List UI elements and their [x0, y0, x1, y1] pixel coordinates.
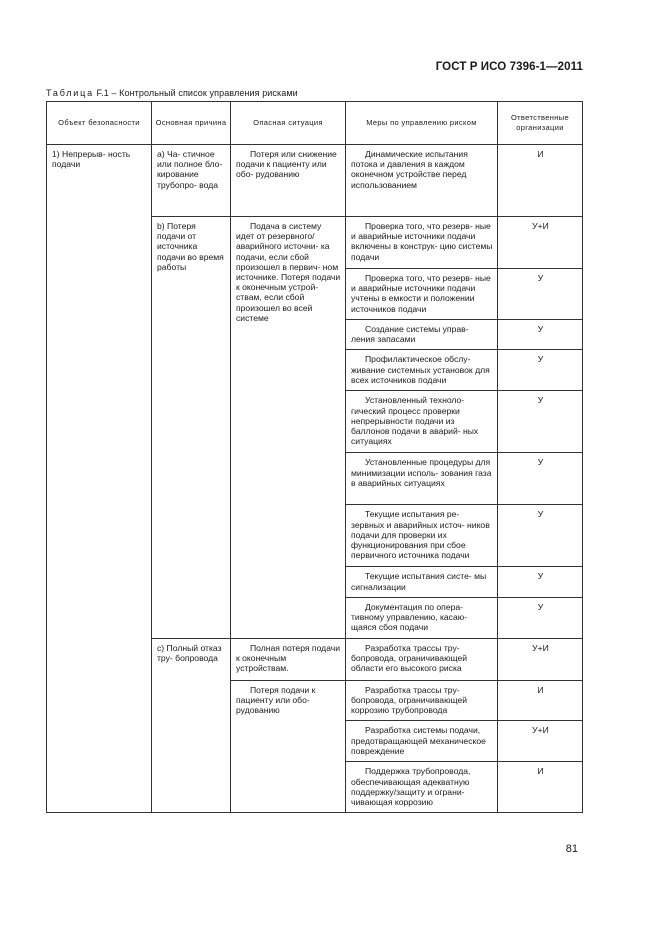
caption-title: F.1 – Контрольный список управления рисками: [93, 88, 298, 98]
measure-cell: Разработка трассы тру- бопровода, ограничивающей области его высокого риска: [346, 638, 498, 680]
table-header-row: [47, 102, 583, 145]
measure-cell: Профилактическое обслу- живание системных установок для всех источников подачи: [346, 350, 498, 391]
page-number: 81: [565, 843, 578, 855]
organization-cell: У: [498, 597, 583, 638]
measure-cell: Документация по опера- тивному управлению, касаю- щаяся сбоя подачи: [346, 597, 498, 638]
measure-cell: Проверка того, что резерв- ные и аварийные источники подачи включены в конструк- цию системы подачи: [346, 217, 498, 269]
organization-cell: И: [498, 762, 583, 813]
cause-cell: b) Потеря подачи от источника подачи во время работы: [152, 217, 231, 639]
organization-cell: У+И: [498, 721, 583, 762]
standard-header: ГОСТ Р ИСО 7396-1—2011: [435, 61, 583, 73]
organization-cell: У: [498, 453, 583, 505]
organization-cell: И: [498, 680, 583, 721]
measure-cell: Поддержка трубопровода, обеспечивающая адекватную поддержку/защиту и ограни- чивающая коррозию: [346, 762, 498, 813]
organization-cell: У: [498, 320, 583, 350]
measure-cell: Динамические испытания потока и давления в каждом оконечном устройстве перед использованием: [346, 145, 498, 217]
situation-cell: Подача в систему идет от резервного/ аварийного источни- ка подачи, если сбой произошел в первич- ном источнике. Потеря подачи к оконечным устрой- ствам, если сбой произошел во всей системе: [231, 217, 346, 639]
organization-cell: У+И: [498, 217, 583, 269]
measure-cell: Текущие испытания систе- мы сигнализации: [346, 567, 498, 597]
col-header-organizations: Ответственные организации: [498, 102, 583, 145]
organization-cell: У: [498, 567, 583, 597]
safety-object-cell: 1) Непрерыв- ность подачи: [47, 145, 152, 813]
organization-cell: У: [498, 505, 583, 567]
col-header-situation: Опасная ситуация: [231, 102, 346, 145]
measure-cell: Установленные процедуры для минимизации исполь- зования газа в аварийных ситуациях: [346, 453, 498, 505]
measure-cell: Разработка трассы тру- бопровода, ограничивающей коррозию трубопровода: [346, 680, 498, 721]
organization-cell: И: [498, 145, 583, 217]
organization-cell: У: [498, 391, 583, 453]
cause-cell: c) Полный отказ тру- бопровода: [152, 638, 231, 813]
table-caption: [46, 88, 298, 98]
col-header-measures: Меры по управлению риском: [346, 102, 498, 145]
organization-cell: У+И: [498, 638, 583, 680]
organization-cell: У: [498, 269, 583, 320]
table-row: [47, 145, 583, 217]
caption-label: Таблица: [46, 88, 94, 98]
measure-cell: Установленный техноло- гический процесс проверки непрерывности подачи из баллонов подачи в аварий- ных ситуациях: [346, 391, 498, 453]
situation-cell: Полная потеря подачи к оконечным устройствам.: [231, 638, 346, 680]
situation-cell: Потеря или снижение подачи к пациенту или обо- рудованию: [231, 145, 346, 217]
situation-cell: Потеря подачи к пациенту или обо- рудованию: [231, 680, 346, 813]
measure-cell: Разработка системы подачи, предотвращающей механическое повреждение: [346, 721, 498, 762]
measure-cell: Проверка того, что резерв- ные и аварийные источники подачи учтены в емкости и положении источников подачи: [346, 269, 498, 320]
col-header-object: Объект безопасности: [47, 102, 152, 145]
cause-cell: a) Ча- стичное или полное бло- кирование трубопро- вода: [152, 145, 231, 217]
col-header-cause: Основная причина: [152, 102, 231, 145]
measure-cell: Создание системы управ- ления запасами: [346, 320, 498, 350]
measure-cell: Текущие испытания ре- зервных и аварийных источ- ников подачи для проверки их функционирования при сбое первичного источника подачи: [346, 505, 498, 567]
organization-cell: У: [498, 350, 583, 391]
risk-checklist-table: [46, 101, 583, 813]
